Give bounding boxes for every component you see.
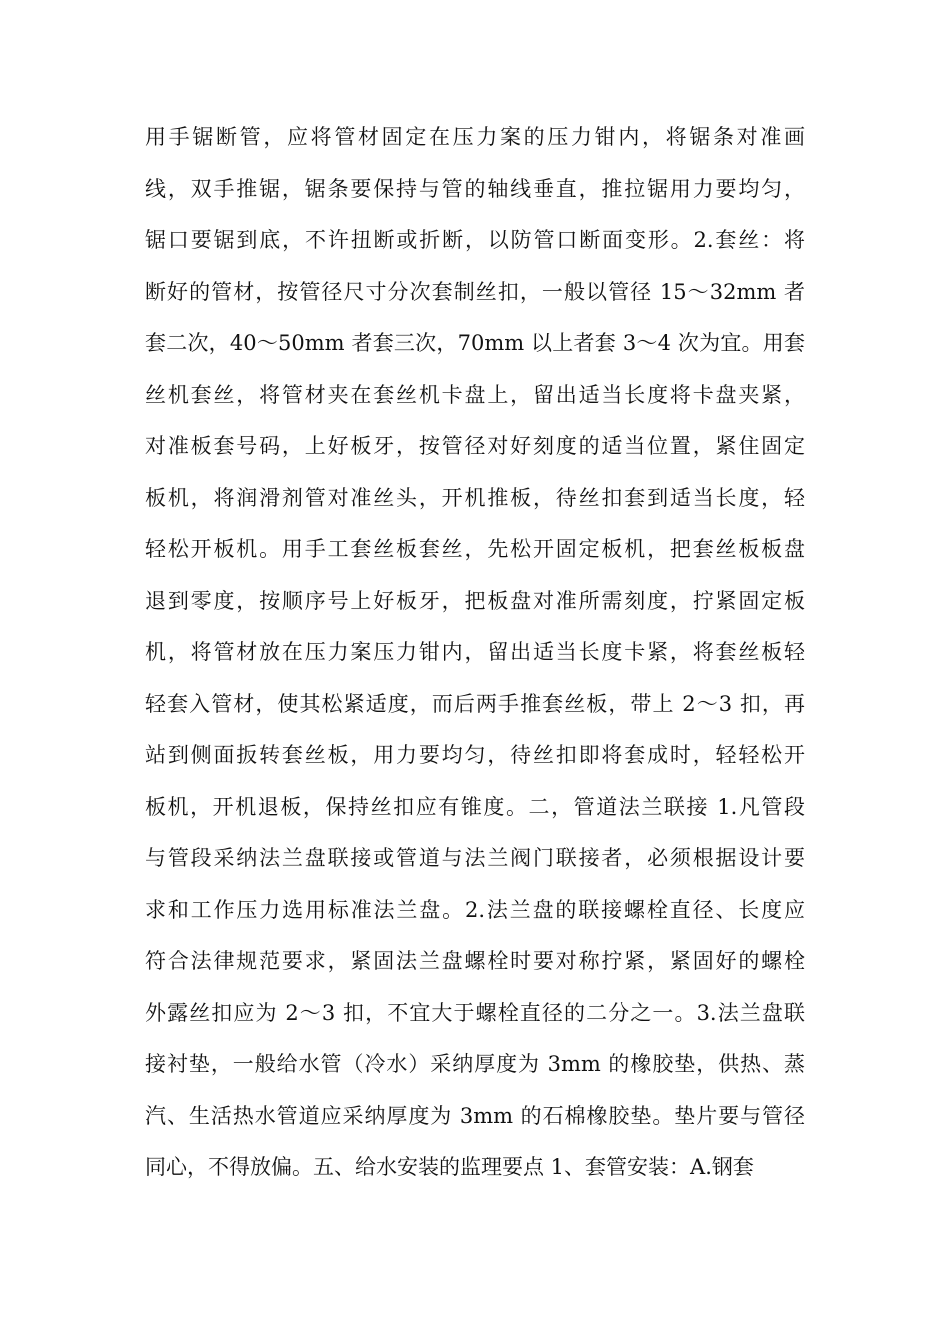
text-line-14: 板机，开机退板，保持丝扣应有锥度。二，管道法兰联接 1.凡管段	[145, 794, 805, 819]
text-line-20: 汽、生活热水管道应采纳厚度为 3mm 的石棉橡胶垫。垫片要与管径	[145, 1103, 805, 1128]
text-line-16: 求和工作压力选用标准法兰盘。2.法兰盘的联接螺栓直径、长度应	[145, 897, 805, 922]
text-line-11: 机，将管材放在压力案压力钳内，留出适当长度卡紧，将套丝板轻	[145, 640, 805, 664]
text-line-5: 套二次，40～50mm 者套三次，70mm 以上者套 3～4 次为宜。用套	[145, 331, 805, 355]
text-line-1: 用手锯断管，应将管材固定在压力案的压力钳内，将锯条对准画	[145, 125, 805, 149]
text-line-21: 同心，不得放偏。五、给水安装的监理要点 1、套管安装：A.钢套	[145, 1155, 754, 1179]
text-line-17: 符合法律规范要求，紧固法兰盘螺栓时要对称拧紧，紧固好的螺栓	[145, 949, 805, 973]
text-line-6: 丝机套丝，将管材夹在套丝机卡盘上，留出适当长度将卡盘夹紧，	[145, 382, 805, 407]
text-line-7: 对准板套号码，上好板牙，按管径对好刻度的适当位置，紧住固定	[145, 434, 805, 458]
text-line-8: 板机，将润滑剂管对准丝头，开机推板，待丝扣套到适当长度，轻	[145, 485, 805, 510]
text-line-4: 断好的管材，按管径尺寸分次套制丝扣，一般以管径 15～32mm 者	[145, 279, 805, 304]
text-line-9: 轻松开板机。用手工套丝板套丝，先松开固定板机，把套丝板板盘	[145, 537, 805, 561]
text-line-19: 接衬垫，一般给水管（冷水）采纳厚度为 3mm 的橡胶垫，供热、蒸	[145, 1052, 805, 1076]
text-line-13: 站到侧面扳转套丝板，用力要均匀，待丝扣即将套成时，轻轻松开	[145, 743, 805, 767]
text-line-2: 线，双手推锯，锯条要保持与管的轴线垂直，推拉锯用力要均匀，	[145, 176, 805, 201]
text-line-10: 退到零度，按顺序号上好板牙，把板盘对准所需刻度，拧紧固定板	[145, 588, 805, 613]
text-line-12: 轻套入管材，使其松紧适度，而后两手推套丝板，带上 2～3 扣，再	[145, 691, 805, 716]
body-paragraph	[145, 117, 805, 1199]
text-line-3: 锯口要锯到底，不许扭断或折断，以防管口断面变形。2.套丝：将	[145, 228, 805, 252]
text-line-18: 外露丝扣应为 2～3 扣，不宜大于螺栓直径的二分之一。3.法兰盘联	[145, 1000, 805, 1025]
text-line-15: 与管段采纳法兰盘联接或管道与法兰阀门联接者，必须根据设计要	[145, 846, 805, 870]
